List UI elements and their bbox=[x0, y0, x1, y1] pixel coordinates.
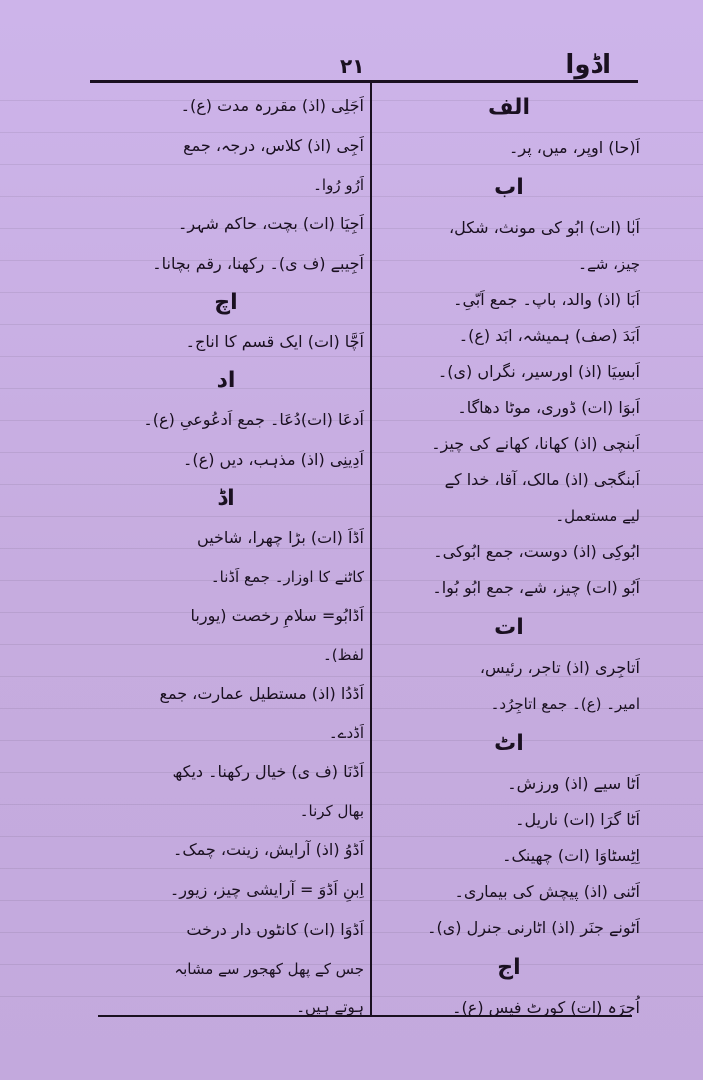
dictionary-entry: اَبوَا (ات) ڈوری، موٹا دھاگا۔ bbox=[457, 398, 640, 417]
section-heading: اب bbox=[494, 175, 524, 200]
header-rule bbox=[90, 80, 638, 83]
entry-continuation: بھال کرنا۔ bbox=[299, 802, 364, 820]
dictionary-entry: اَجِیبے (ف ی)۔ رکھنا، رقم بچانا۔ bbox=[152, 254, 364, 273]
dictionary-entry: اَچَّا (ات) ایک قسم کا اناج۔ bbox=[185, 332, 364, 351]
dictionary-entry: اِبنِ اَڈوَ = آرایشی چیز، زیور۔ bbox=[169, 880, 364, 899]
dictionary-entry: اَڈدُا (اذ) مستطیل عمارت، جمع bbox=[159, 684, 364, 703]
dictionary-entry: اِٹِسٹاوَا (ات) چھینک۔ bbox=[502, 846, 640, 865]
dictionary-entry: اَجِی (اذ) کلاس، درجہ، جمع bbox=[183, 136, 364, 155]
dictionary-entry: اَڈوُ (اذ) آرایش، زینت، چمک۔ bbox=[172, 840, 364, 859]
section-heading: اد bbox=[216, 368, 236, 393]
entry-continuation: جس کے پھل کھجور سے مشابہ bbox=[174, 960, 364, 978]
entry-continuation: ہوتے ہیں۔ bbox=[296, 998, 364, 1016]
dictionary-entry: اَبنچی (اذ) کھانا، کھانے کی چیز۔ bbox=[431, 434, 640, 453]
dictionary-entry: اَ(حا) اوپر، میں، پر۔ bbox=[509, 138, 640, 157]
dictionary-entry: اَڈاَ (ات) بڑا چھرا، شاخیں bbox=[197, 528, 364, 547]
dictionary-entry: اَبنگجی (اذ) مالک، آقا، خدا کے bbox=[444, 470, 640, 489]
entry-continuation: چیز، شے۔ bbox=[578, 255, 640, 273]
section-heading: ات bbox=[494, 615, 524, 640]
right-column bbox=[378, 86, 640, 1026]
dictionary-entry: اَٹا گرَا (ات) ناریل۔ bbox=[515, 810, 640, 829]
dictionary-entry: اَدعَا (ات)دُعَا۔ جمع اَدعُوعیِ (ع)۔ bbox=[143, 410, 364, 429]
guide-word: اڈوا bbox=[565, 50, 611, 80]
entry-continuation: اَرُو رُوا۔ bbox=[313, 176, 364, 194]
section-heading: الف bbox=[487, 95, 530, 120]
dictionary-entry: اَٹا سیے (اذ) ورزش۔ bbox=[507, 774, 640, 793]
dictionary-entry: اَجِیَا (ات) بچت، حاکم شہر۔ bbox=[177, 214, 364, 233]
dictionary-entry: اَبٰا (ات) ابُو کی مونث، شکل، bbox=[449, 218, 640, 237]
dictionary-entry: اَبُو (ات) چیز، شے، جمع ابُو بُوا۔ bbox=[432, 578, 640, 597]
dictionary-entry: اَڈوَا (ات) کانٹوں دار درخت bbox=[186, 920, 364, 939]
dictionary-entry: اَٹونے جنَر (اذ) اٹارنی جنرل (ی)۔ bbox=[427, 918, 640, 937]
section-heading: اڈ bbox=[217, 486, 235, 511]
dictionary-entry: اَدِینِی (اذ) مذہب، دیں (ع)۔ bbox=[183, 450, 364, 469]
dictionary-entry: اَبَا (اذ) والد، باپ۔ جمع اَبّیِ۔ bbox=[453, 290, 640, 309]
dictionary-entry: ابُوکِی (اذ) دوست، جمع ابُوکی۔ bbox=[433, 542, 640, 561]
entry-continuation: امیر۔ (ع)۔ جمع اتاجِرُد۔ bbox=[490, 695, 640, 713]
section-heading: اٹ bbox=[494, 731, 524, 756]
entry-continuation: اَڈدے۔ bbox=[328, 724, 364, 742]
dictionary-entry: اَتاجِری (اذ) تاجر، رئیس، bbox=[479, 658, 640, 677]
dictionary-entry: اَڈابُو= سلامِ رخصت (یوربا bbox=[190, 606, 364, 625]
left-column bbox=[88, 86, 364, 1026]
page-number: ۲۱ bbox=[340, 54, 365, 78]
entry-continuation: کاٹنے کا اوزار۔ جمع اَڈنا۔ bbox=[210, 568, 364, 586]
column-divider bbox=[370, 82, 372, 1017]
dictionary-entry: اَجَلِی (اذ) مقررہ مدت (ع)۔ bbox=[180, 96, 364, 115]
dictionary-entry: اَبَدَ (صف) ہمیشہ، ابَد (ع)۔ bbox=[458, 326, 640, 345]
dictionary-entry: اَبسِیَا (اذ) اورسیر، نگراں (ی)۔ bbox=[437, 362, 640, 381]
entry-continuation: لفظ)۔ bbox=[322, 646, 364, 664]
section-heading: اچ bbox=[214, 290, 238, 315]
entry-continuation: لیے مستعمل۔ bbox=[555, 507, 640, 525]
dictionary-entry: اَٹنی (اذ) پیچش کی بیماری۔ bbox=[454, 882, 640, 901]
section-heading: اج bbox=[497, 955, 521, 980]
dictionary-entry: اُجرَہ (ات) کورٹ فیس (ع)۔ bbox=[452, 998, 640, 1017]
dictionary-entry: اَڈنَا (ف ی) خیال رکھنا۔ دیکھ bbox=[172, 762, 364, 781]
